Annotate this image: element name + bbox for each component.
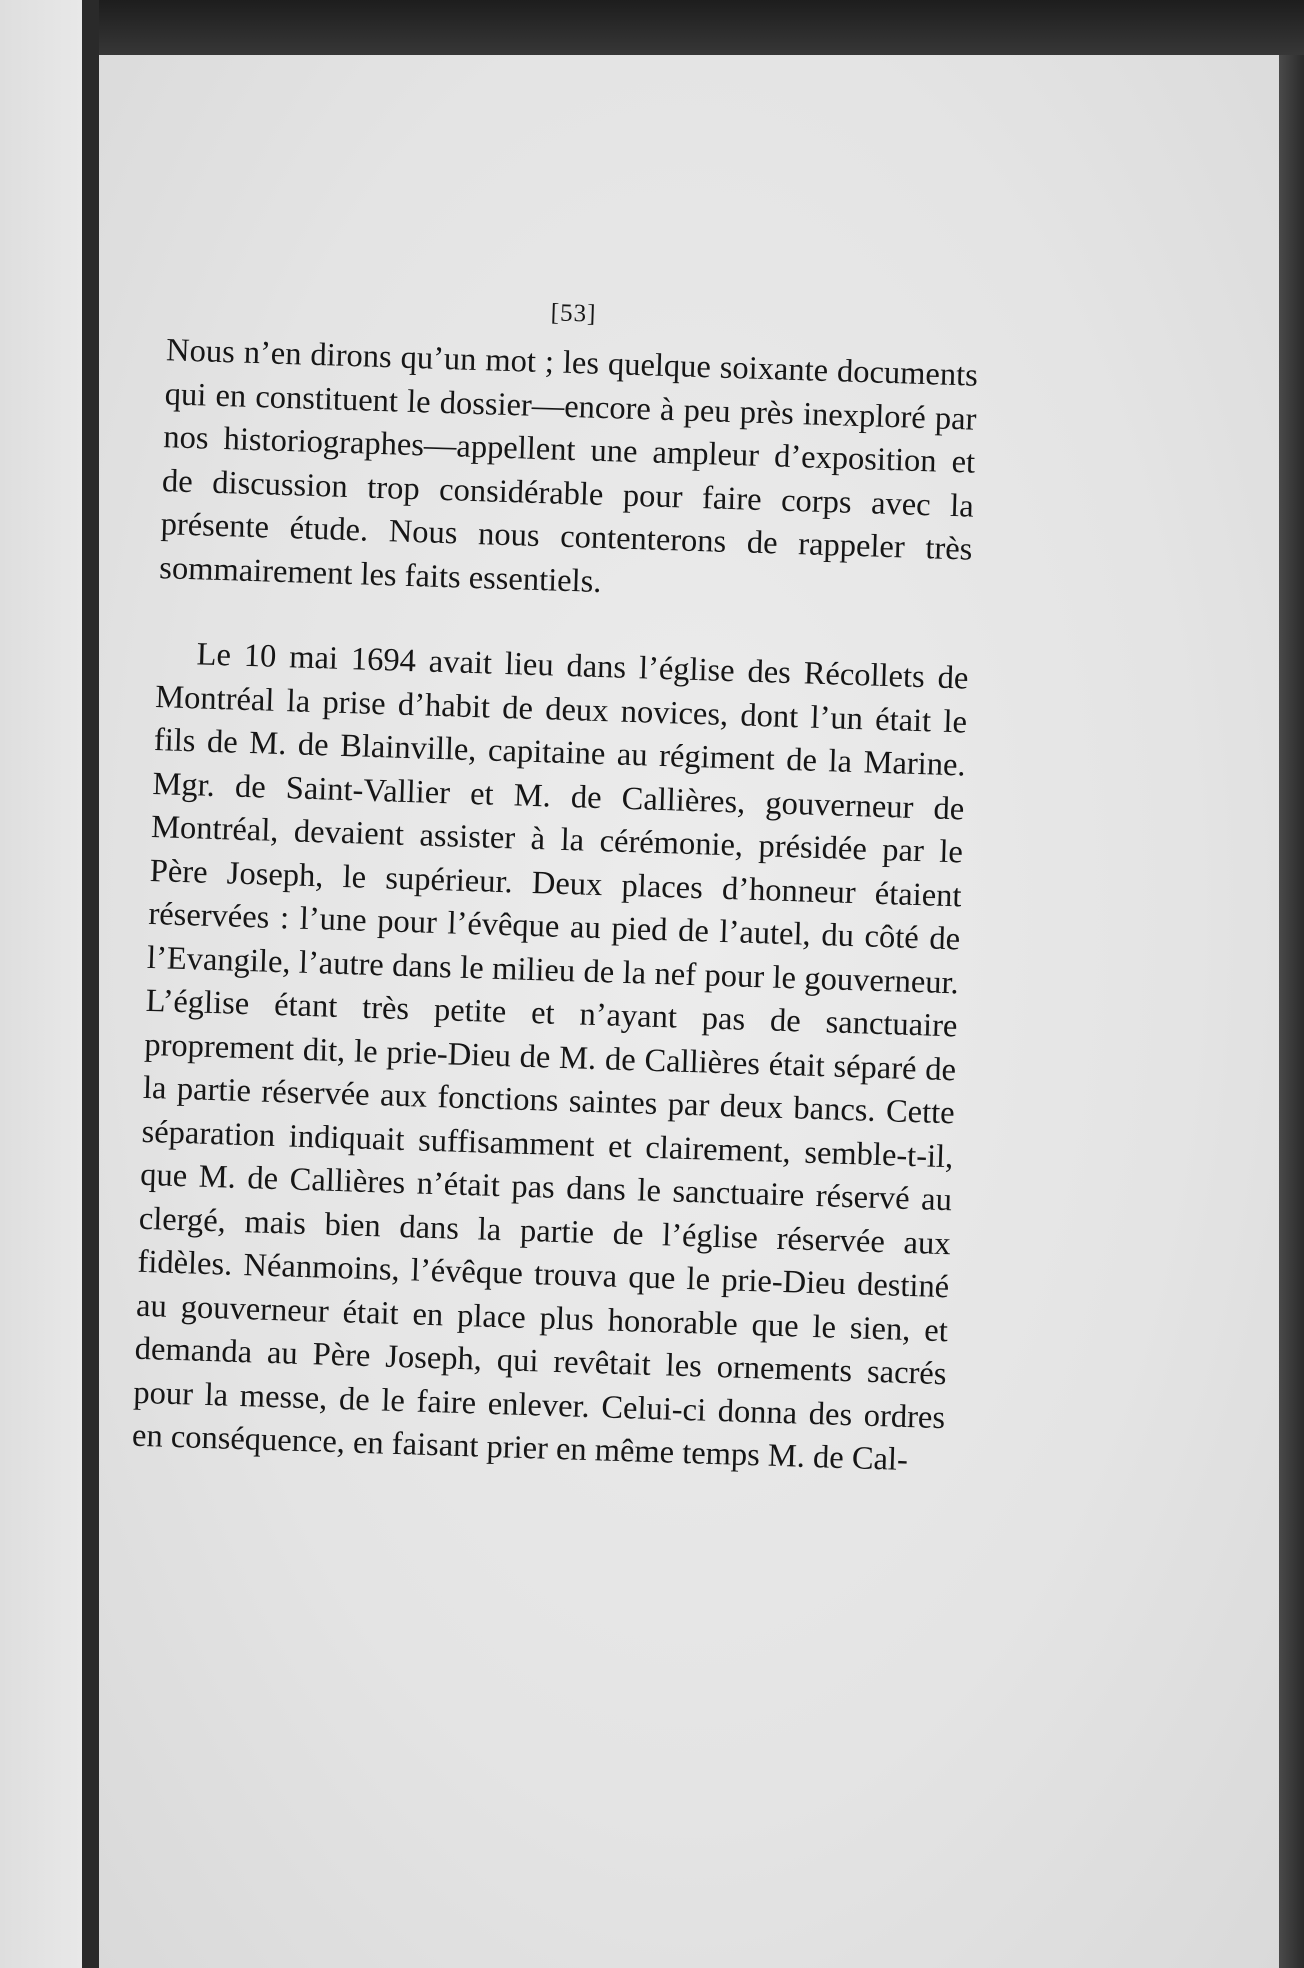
scanner-top-shadow [0,0,1304,62]
facing-page-edge [0,0,82,1968]
page-text-block [131,287,979,1483]
paragraph-narrative: Le 10 mai 1694 avait lieu dans l’église des Récollets de Montréal la prise d’habit de deux novices, dont l’un était le fils de M. de Blainville, capitaine au régiment de la Marine. Mgr. de Saint-Vallier et M. de Callières, gouverneur de Montréal, devaient assister à la cérémonie, présidée par le Père Joseph, le supérieur. Deux places d’honneur étaient réservées : l’une pour l’évêque au pied de l’autel, du côté de l’Evangile, l’autre dans le milieu de la nef pour le gouverneur. L’église étant très petite et n’ayant pas de sanctuaire proprement dit, le prie-Dieu de M. de Callières était séparé de la partie réservée aux fonctions saintes par deux bancs. Cette séparation indiquait suffisamment et clairement, semble-t-il, que M. de Callières n’était pas dans le sanctuaire réservé au clergé, mais bien dans la partie de l’église réservée aux fidèles. Néanmoins, l’évêque trouva que le prie-Dieu destiné au gouverneur était en place plus honorable que le sien, et demanda au Père Joseph, qui revêtait les ornements sacrés pour la messe, de le faire enlever. Celui-ci donna des ordres en conséquence, en faisant prier en même temps M. de Cal- [131,636,969,1479]
page-right-shadow [1279,55,1304,1968]
paragraph-intro: Nous n’en dirons qu’un mot ; les quelque soixante documents qui en constituent le dossier—encore à peu près inexploré par nos historiographes—appellent une ampleur d’exposition et de discussion trop considérable pour faire corps avec la présente étude. Nous nous contenterons de rappeler très sommairement les faits essentiels. [158,332,979,600]
page-number: [53] [550,299,597,328]
book-spine-shadow [82,0,99,1968]
